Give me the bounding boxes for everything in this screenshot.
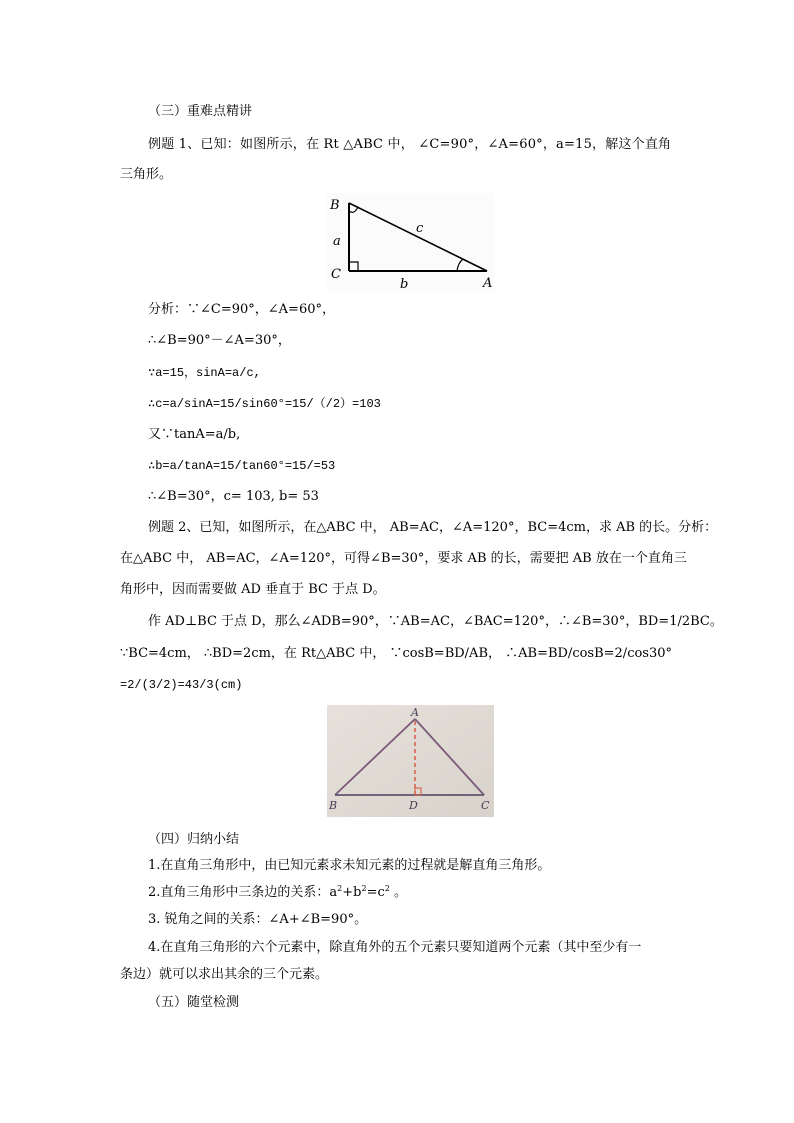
label-c: c: [416, 221, 424, 236]
triangle-figure-1: [327, 193, 494, 291]
triangle-figure-2: [327, 705, 494, 817]
label-C: C: [481, 799, 490, 812]
section3-heading: （三）重难点精讲: [148, 104, 253, 119]
summary-item-4-line2: 条边）就可以求出其余的三个元素。: [120, 967, 329, 982]
summary-item-1: 1.在直角三角形中，由已知元素求未知元素的过程就是解直角三角形。: [148, 858, 551, 873]
example2-line-4: 作 AD⊥BC 于点 D，那么∠ADB=90°，∵AB=AC，∠BAC=120°，∴∠B=30°，BD=1/2BC。: [148, 614, 723, 629]
summary-item-4-line1: 4.在直角三角形的六个元素中，除直角外的五个元素只要知道两个元素（其中至少有一: [148, 940, 642, 955]
label-A: A: [411, 706, 419, 719]
label-A: A: [483, 276, 493, 291]
example2-line-3: 角形中，因而需要做 AD 垂直于 BC 于点 D。: [120, 582, 386, 597]
analysis-line-1: 分析：∵∠C=90°，∠A=60°，: [148, 302, 335, 317]
label-D: D: [409, 799, 418, 812]
analysis-line-6: ∴b=a/tanA=15/tan60°=15/=53: [148, 459, 336, 473]
example2-line-5: ∵BC=4cm， ∴BD=2cm，在 Rt△ABC 中， ∵cosB=BD/AB， ∴AB=BD/cosB=2/cos30°: [120, 646, 673, 661]
section4-heading: （四）归纳小结: [148, 832, 240, 847]
example1-line2: 三角形。: [120, 167, 173, 182]
label-b: b: [400, 277, 409, 291]
example2-line-6: =2/(3/2)=43/3(cm): [120, 678, 243, 692]
label-C: C: [331, 267, 341, 282]
example2-line-2: 在△ABC 中， AB=AC，∠A=120°，可得∠B=30°，要求 AB 的长，需要把 AB 放在一个直角三: [120, 551, 687, 566]
label-B: B: [330, 198, 340, 213]
label-a: a: [333, 234, 341, 249]
analysis-line-4: ∴c=a/sinA=15/sin60°=15/（/2）=103: [148, 397, 381, 411]
summary-item-3: 3. 锐角之间的关系：∠A+∠B=90°。: [148, 912, 368, 927]
analysis-line-2: ∴∠B=90°－∠A=30°，: [148, 333, 291, 348]
example2-line-1: 例题 2、已知，如图所示，在△ABC 中， AB=AC，∠A=120°，BC=4cm，求 AB 的长。分析：: [148, 520, 718, 535]
label-B: B: [329, 799, 338, 812]
section5-heading: （五）随堂检测: [148, 995, 240, 1010]
summary-item-2: 2.直角三角形中三条边的关系：$a^2+b^2=c^2$ 。: [148, 884, 407, 900]
example1-line1: 例题 1、已知：如图所示，在 Rt △ABC 中， ∠C=90°，∠A=60°，a=15，解这个直角: [148, 137, 672, 152]
analysis-line-3: ∵a=15，sinA=a/c,: [148, 366, 261, 380]
analysis-line-7: ∴∠B=30°，c= 103, b= 53: [148, 489, 319, 504]
analysis-line-5: 又∵tanA=a/b,: [148, 427, 241, 442]
